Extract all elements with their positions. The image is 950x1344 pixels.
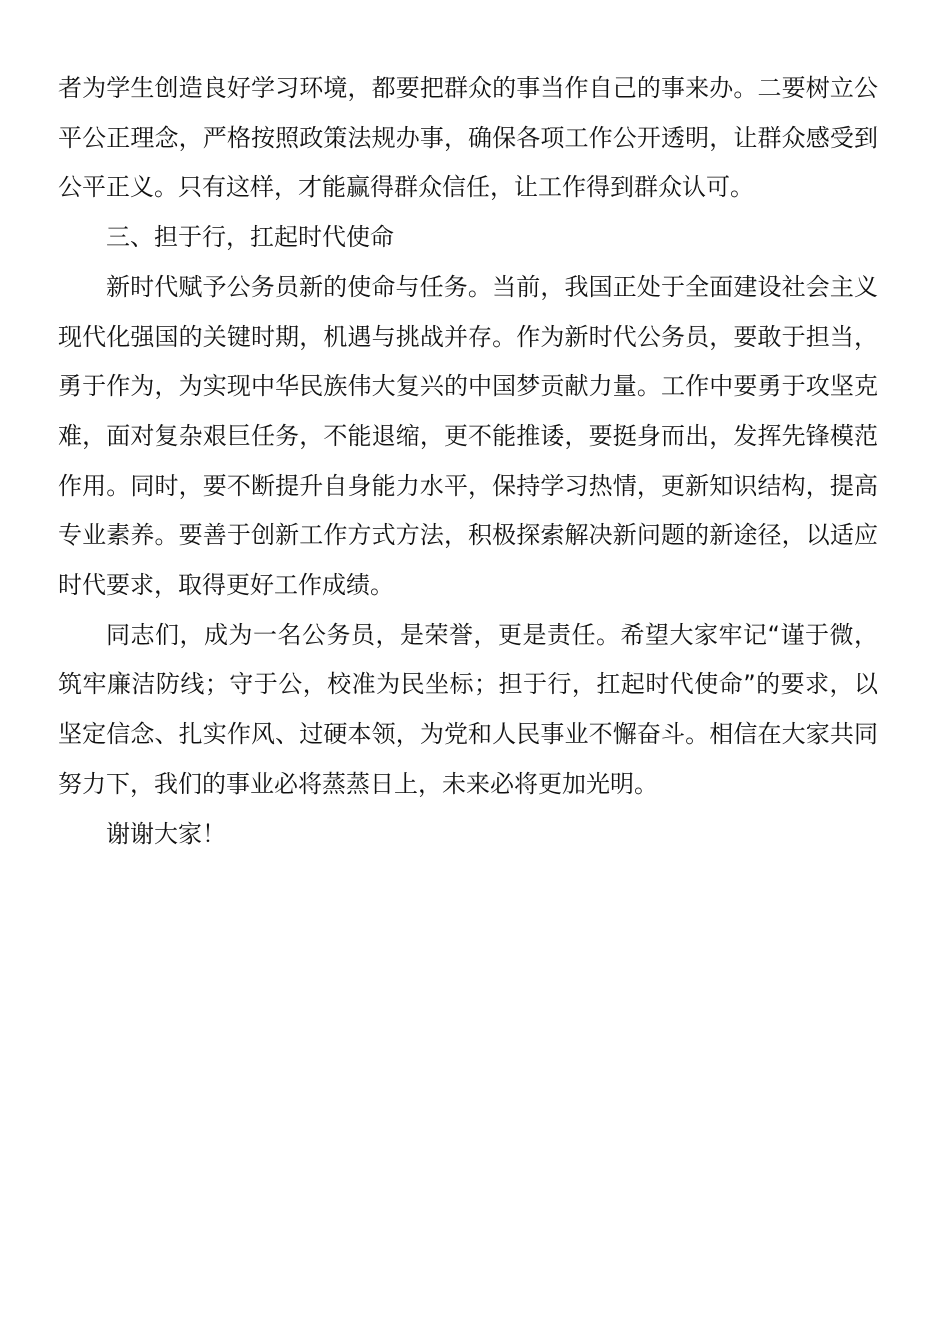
paragraph-continuation: 者为学生创造良好学习环境，都要把群众的事当作自己的事来办。二要树立公平公正理念，严格按照政策法规办事，确保各项工作公开透明，让群众感受到公平正义。只有这样，才能赢得群众信任，让工作得到群众认可。 — [58, 74, 878, 202]
paragraph-conclusion: 同志们，成为一名公务员，是荣誉，更是责任。希望大家牢记“谨于微，筑牢廉洁防线；守于公，校准为民坐标；担于行，扛起时代使命”的要求，以坚定信念、扎实作风、过硬本领，为党和人民事业不懈奋斗。相信在大家共同努力下，我们的事业必将蒸蒸日上，未来必将更加光明。 — [58, 620, 878, 798]
document-page — [58, 64, 878, 859]
paragraph-closing: 谢谢大家！ — [106, 819, 226, 848]
section-heading: 三、担于行，扛起时代使命 — [106, 223, 394, 252]
paragraph-section-body: 新时代赋予公务员新的使命与任务。当前，我国正处于全面建设社会主义现代化强国的关键时期，机遇与挑战并存。作为新时代公务员，要敢于担当，勇于作为，为实现中华民族伟大复兴的中国梦贡献力量。工作中要勇于攻坚克难，面对复杂艰巨任务，不能退缩，更不能推诿，要挺身而出，发挥先锋模范作用。同时，要不断提升自身能力水平，保持学习热情，更新知识结构，提高专业素养。要善于创新工作方式方法，积极探索解决新问题的新途径，以适应时代要求，取得更好工作成绩。 — [58, 272, 878, 600]
